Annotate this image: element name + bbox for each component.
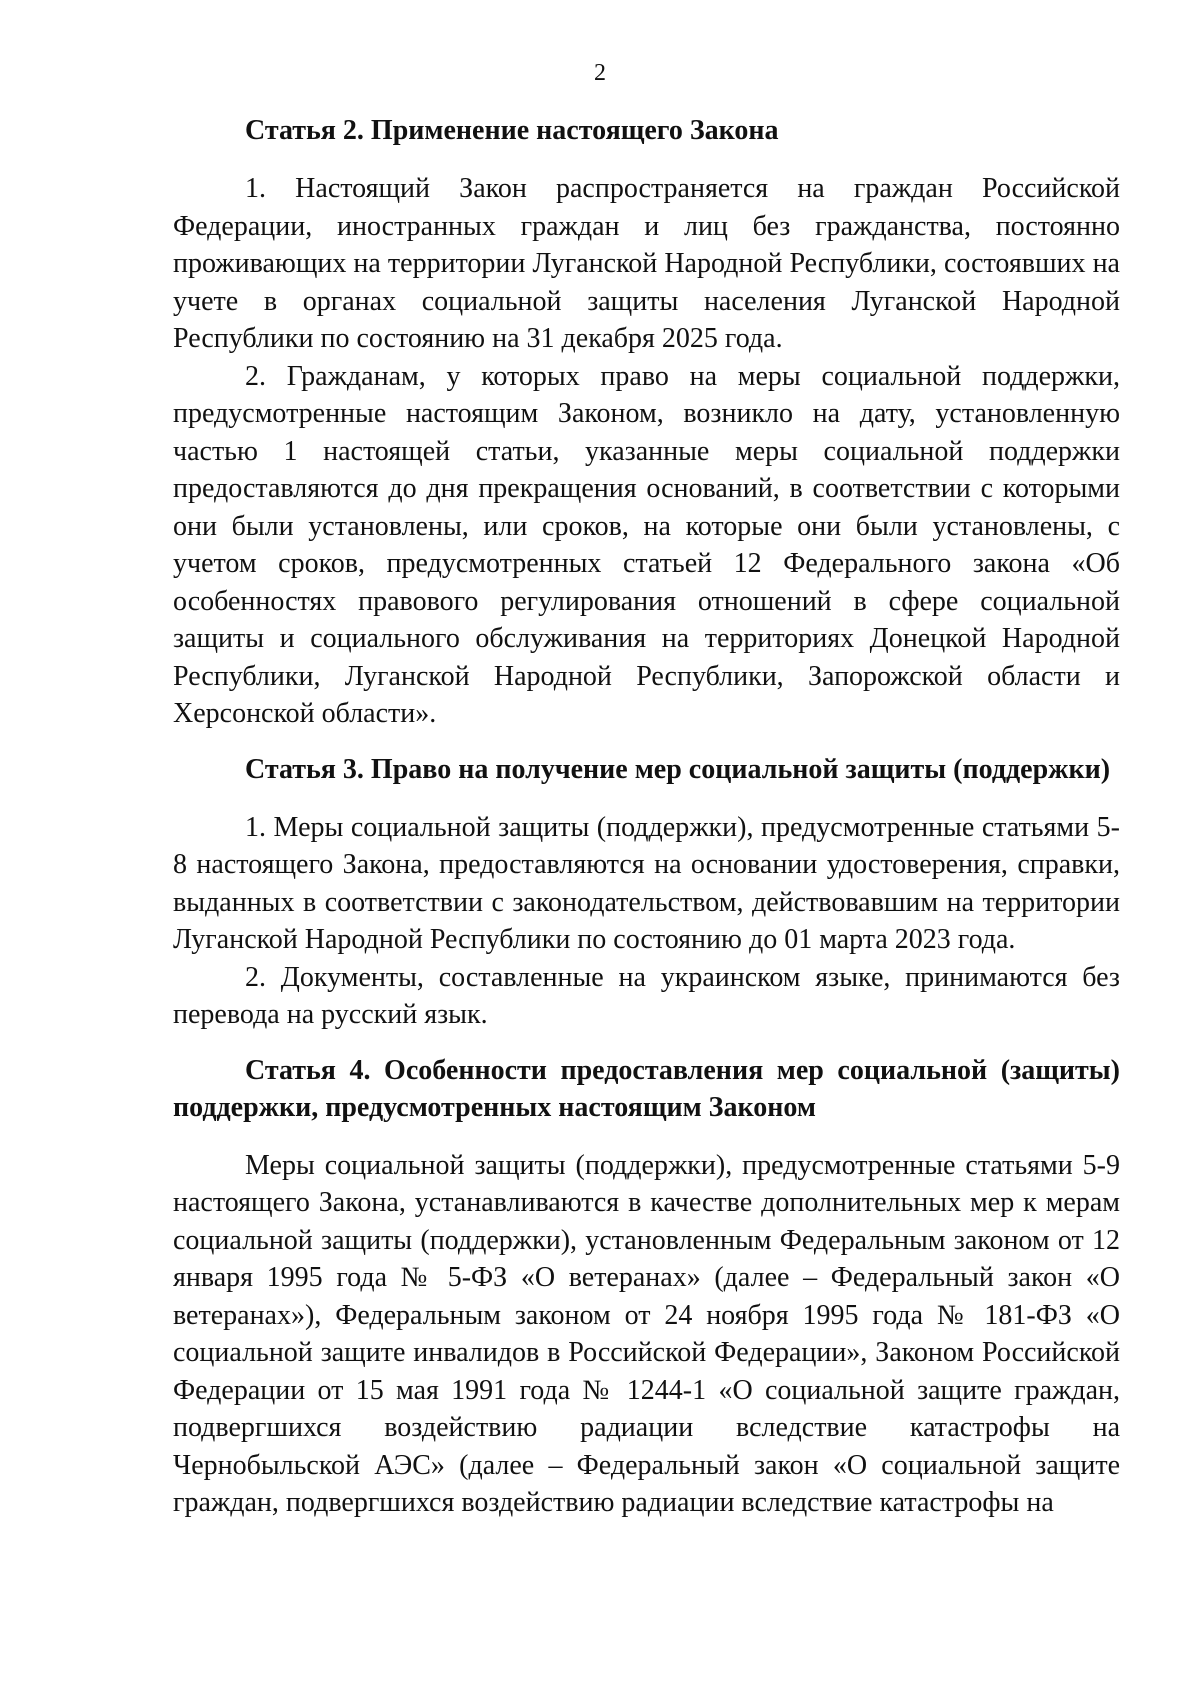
article-2 xyxy=(173,112,1120,733)
article-4-heading: Статья 4. Особенности предоставления мер социальной (защиты) поддержки, предусмотренных настоящим Законом xyxy=(173,1054,1120,1123)
article-3 xyxy=(173,751,1120,1034)
article-4-paragraph-1: Меры социальной защиты (поддержки), предусмотренные статьями 5-9 настоящего Закона, устанавливаются в качестве дополнительных мер к мерам социальной защиты (поддержки), установленным Федеральным законом от 12 января 1995 года № 5-ФЗ «О ветеранах» (далее – Федеральный закон «О ветеранах»), Федеральным законом от 24 ноября 1995 года № 181-ФЗ «О социальной защите инвалидов в Российской Федерации», Законом Российской Федерации от 15 мая 1991 года № 1244-1 «О социальной защите граждан, подвергшихся воздействию радиации вследствие катастрофы на Чернобыльской АЭС» (далее – Федеральный закон «О социальной защите граждан, подвергшихся воздействию радиации вследствие катастрофы на xyxy=(173,1149,1120,1518)
page-number: 2 xyxy=(594,60,606,86)
article-4 xyxy=(173,1052,1120,1522)
article-2-paragraph-1: 1. Настоящий Закон распространяется на граждан Российской Федерации, иностранных граждан и лиц без гражданства, постоянно проживающих на территории Луганской Народной Республики, состоявших на учете в органах социальной защиты населения Луганской Народной Республики по состоянию на 31 декабря 2025 года. xyxy=(173,173,1120,354)
article-2-paragraph-2: 2. Гражданам, у которых право на меры социальной поддержки, предусмотренные настоящим Законом, возникло на дату, установленную частью 1 настоящей статьи, указанные меры социальной поддержки предоставляются до дня прекращения оснований, в соответствии с которыми они были установлены, или сроков, на которые они были установлены, с учетом сроков, предусмотренных статьей 12 Федерального закона «Об особенностях правового регулирования отношений в сфере социальной защиты и социального обслуживания на территориях Донецкой Народной Республики, Луганской Народной Республики, Запорожской области и Херсонской области». xyxy=(173,360,1120,729)
article-3-paragraph-1: 1. Меры социальной защиты (поддержки), предусмотренные статьями 5-8 настоящего Закона, предоставляются на основании удостоверения, справки, выданных в соответствии с законодательством, действовавшим на территории Луганской Народной Республики по состоянию до 01 марта 2023 года. xyxy=(173,811,1120,955)
document-body xyxy=(173,112,1120,1522)
article-3-heading: Статья 3. Право на получение мер социальной защиты (поддержки) xyxy=(245,753,1111,785)
article-2-heading: Статья 2. Применение настоящего Закона xyxy=(245,115,779,146)
article-3-paragraph-2: 2. Документы, составленные на украинском языке, принимаются без перевода на русский язык. xyxy=(173,961,1120,1030)
